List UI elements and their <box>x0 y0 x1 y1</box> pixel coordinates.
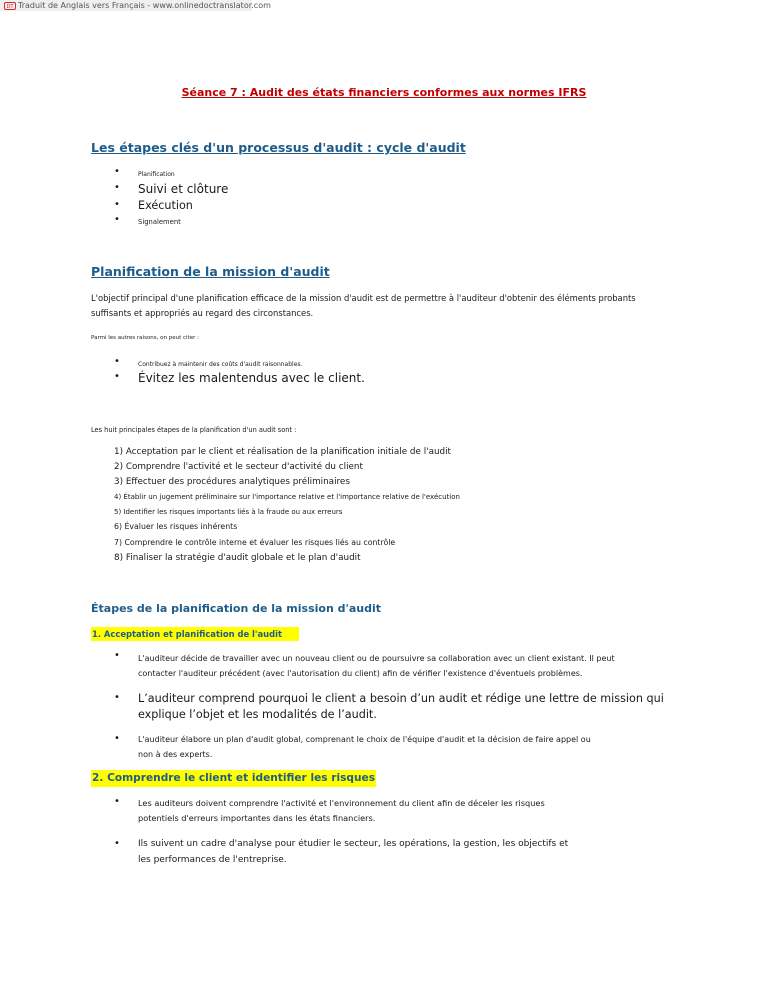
translator-banner[interactable] <box>0 0 271 11</box>
section-heading-planning-steps: Étapes de la planification de la mission d'audit <box>91 602 382 615</box>
step-item: 1) Acceptation par le client et réalisation de la planification initiale de l'audit <box>114 447 452 457</box>
list-item: Suivi et clôture <box>138 182 229 196</box>
list-item: Exécution <box>138 199 193 212</box>
step-item: 5) Identifier les risques importants liés à la fraude ou aux erreurs <box>114 508 343 516</box>
paragraph-line: potentiels d'erreurs importantes dans les états financiers. <box>138 813 376 823</box>
section-heading-planning: Planification de la mission d'audit <box>91 264 330 279</box>
highlighted-subheading-acceptance: 1. Acceptation et planification de l'audit <box>91 627 299 641</box>
translator-logo-icon: DT <box>4 2 16 10</box>
list-item: Signalement <box>138 218 181 226</box>
paragraph-line: contacter l'auditeur précédent (avec l'autorisation du client) afin de vérifier l'existence d'éventuels problèmes. <box>138 669 583 678</box>
step-item: 7) Comprendre le contrôle interne et évaluer les risques liés au contrôle <box>114 538 396 547</box>
bullet-icon: • <box>114 796 120 807</box>
list-item: Contribuez à maintenir des coûts d'audit raisonnables. <box>138 361 303 368</box>
list-item: Évitez les malentendus avec le client. <box>138 371 365 385</box>
list-item: Planification <box>138 171 175 178</box>
bullet-icon: • <box>114 199 120 210</box>
bullet-icon: • <box>114 371 120 382</box>
bullet-icon: • <box>114 650 120 661</box>
highlighted-subheading-understand-client: 2. Comprendre le client et identifier les risques <box>91 770 376 787</box>
step-item: 3) Effectuer des procédures analytiques préliminaires <box>114 477 350 487</box>
banner-text: Traduit de Anglais vers Français - www.onlinedoctranslator.com <box>18 1 271 10</box>
bullet-icon: • <box>114 692 120 703</box>
step-item: 6) Évaluer les risques inhérents <box>114 522 238 531</box>
page-title: Séance 7 : Audit des états financiers conformes aux normes IFRS <box>181 86 587 99</box>
reasons-label: Parmi les autres raisons, on peut citer : <box>91 335 199 341</box>
bullet-icon: • <box>114 182 120 193</box>
paragraph-line: L'auditeur élabore un plan d'audit global, comprenant le choix de l'équipe d'audit et la décision de faire appel ou <box>138 735 591 744</box>
paragraph-line: les performances de l'entreprise. <box>138 855 287 865</box>
step-item: 2) Comprendre l'activité et le secteur d'activité du client <box>114 462 363 472</box>
paragraph-line: Ils suivent un cadre d'analyse pour étudier le secteur, les opérations, la gestion, les objectifs et <box>138 839 569 849</box>
bullet-icon: • <box>114 356 120 367</box>
step-item: 4) Établir un jugement préliminaire sur l'importance relative et l'importance relative de l'exécution <box>114 493 460 501</box>
steps-label: Les huit principales étapes de la planification d'un audit sont : <box>91 426 297 434</box>
paragraph-line: explique l’objet et les modalités de l’audit. <box>138 708 377 721</box>
paragraph-line: Les auditeurs doivent comprendre l'activité et l'environnement du client afin de déceler les risques <box>138 798 545 808</box>
intro-line-2: suffisants et appropriés au regard des circonstances. <box>91 308 314 318</box>
bullet-icon: • <box>114 166 120 177</box>
step-item: 8) Finaliser la stratégie d'audit globale et le plan d'audit <box>114 553 361 563</box>
bullet-icon: • <box>114 733 120 744</box>
bullet-icon: • <box>114 214 120 225</box>
paragraph-line: non à des experts. <box>138 750 213 759</box>
section-heading-audit-cycle: Les étapes clés d'un processus d'audit : cycle d'audit <box>91 140 466 155</box>
paragraph-line: L'auditeur décide de travailler avec un nouveau client ou de poursuivre sa collaboration avec un client existant. Il peut <box>138 654 615 663</box>
intro-line-1: L'objectif principal d'une planification efficace de la mission d'audit est de permettre à l'auditeur d'obtenir des éléments probants <box>91 293 636 303</box>
bullet-icon: • <box>114 838 120 849</box>
paragraph-line: L’auditeur comprend pourquoi le client a besoin d’un audit et rédige une lettre de mission qui <box>138 692 664 705</box>
